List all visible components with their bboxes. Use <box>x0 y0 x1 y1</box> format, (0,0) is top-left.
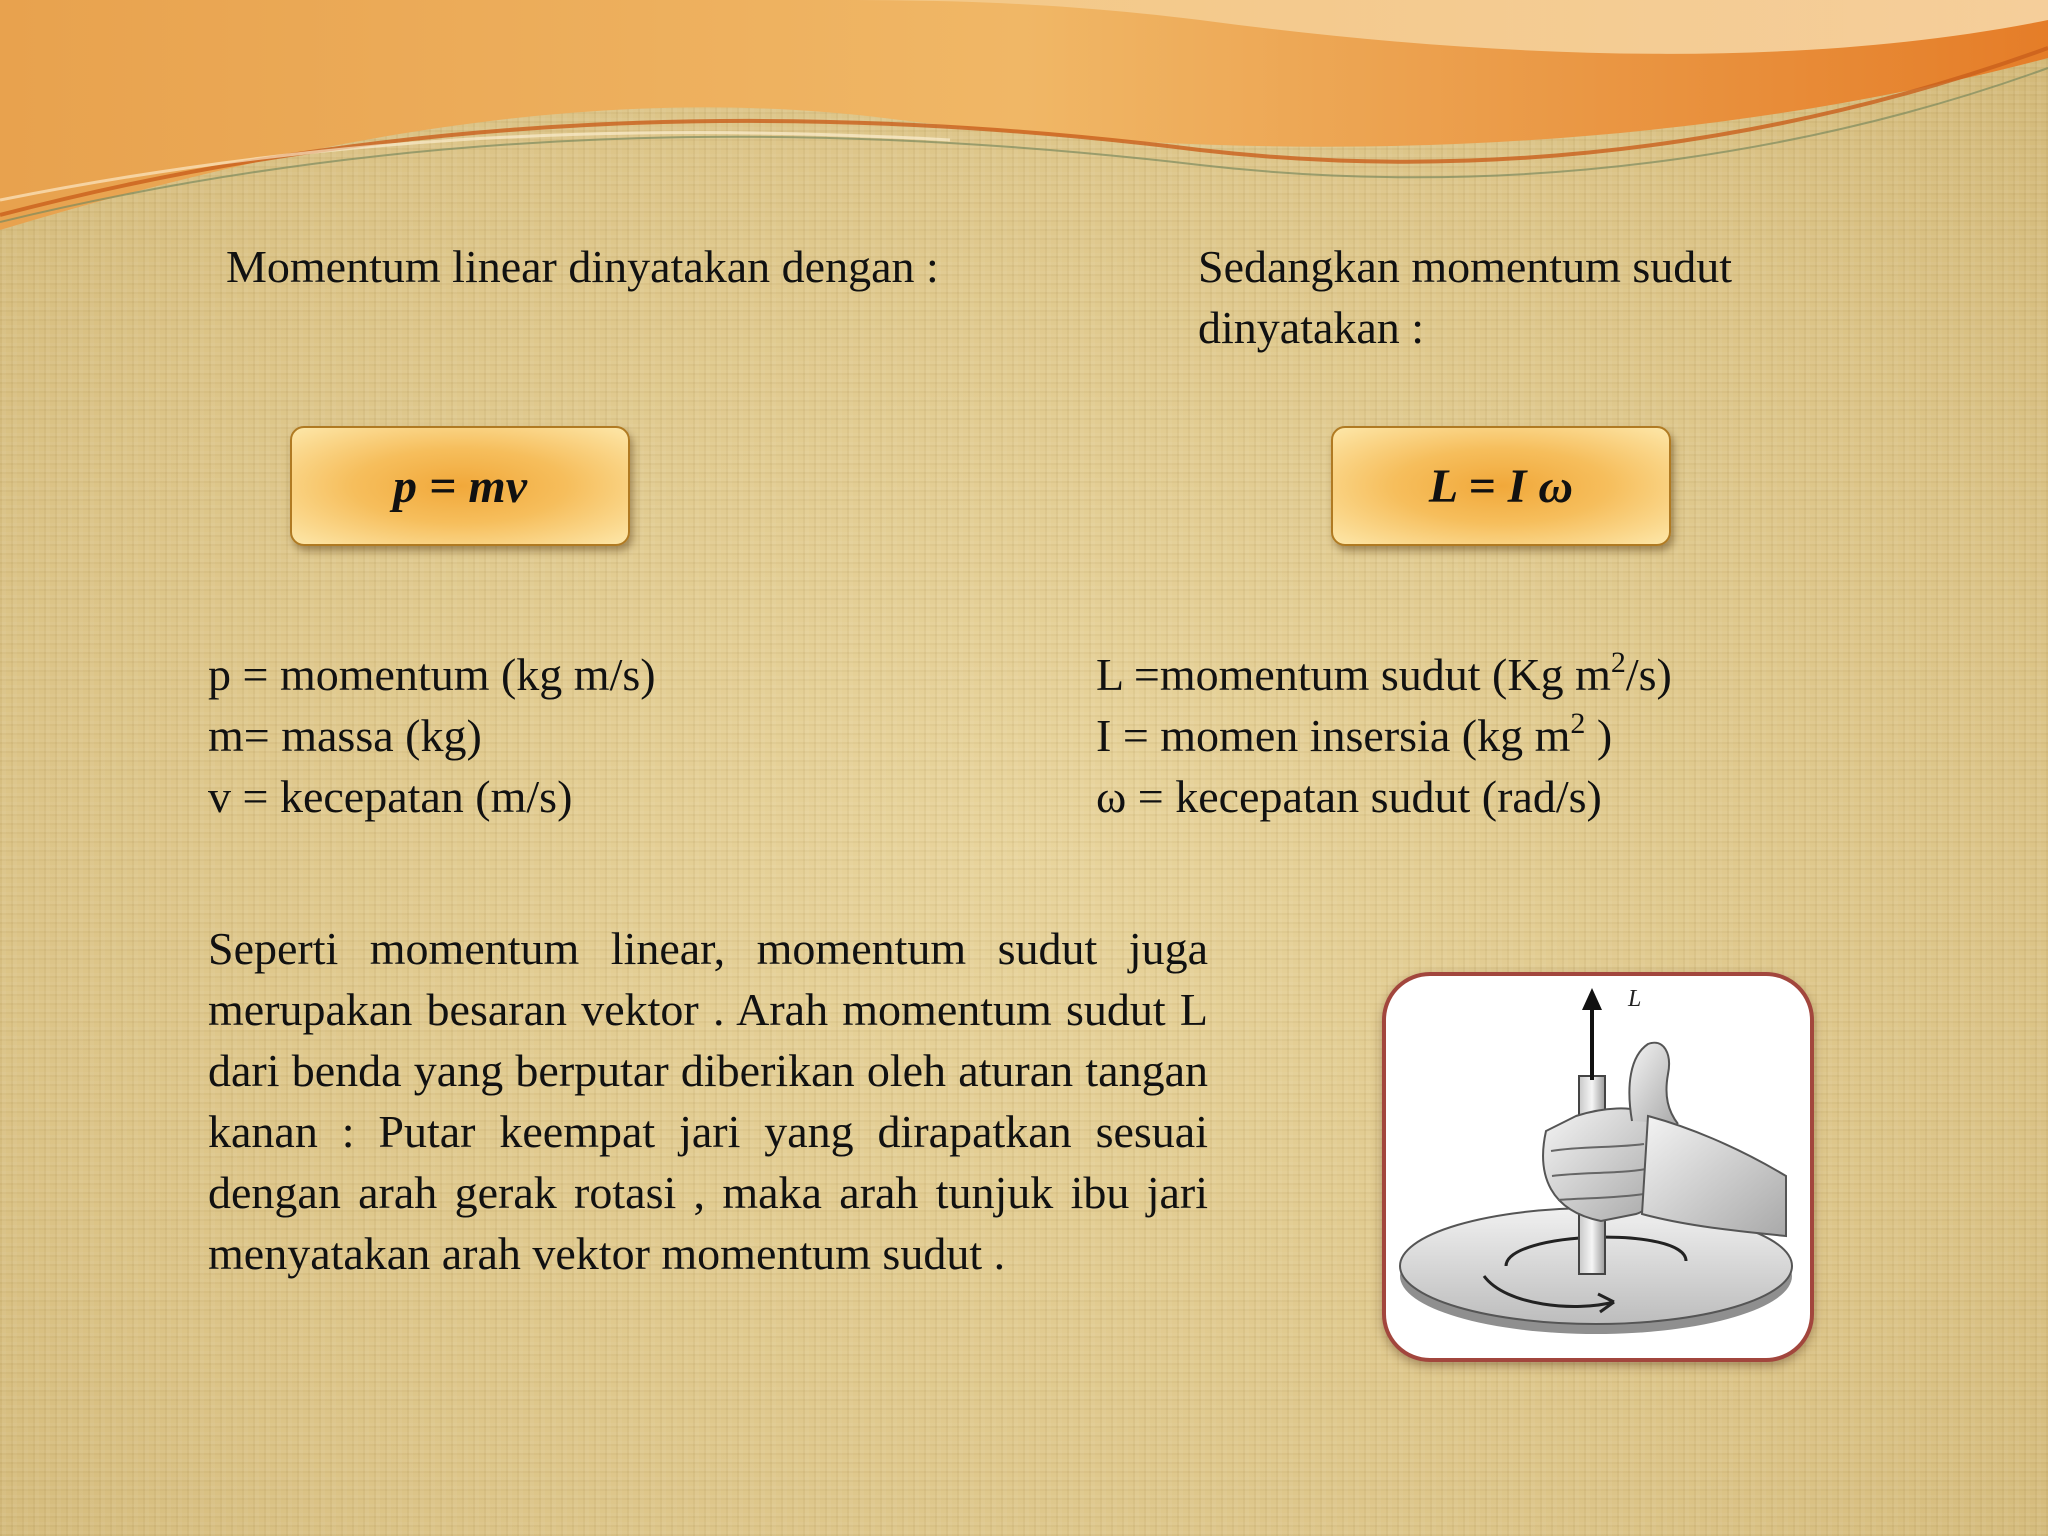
formula-linear-momentum: p = mv <box>290 426 630 546</box>
formula-angular-momentum: L = I ω <box>1331 426 1671 546</box>
definition-velocity: v = kecepatan (m/s) <box>208 771 573 822</box>
figure-label-L: L <box>1628 986 1642 1012</box>
intro-linear-momentum: Momentum linear dinyatakan dengan : <box>226 241 939 292</box>
definition-momentum: p = momentum (kg m/s) <box>208 649 656 700</box>
superscript-squared: 2 <box>1610 646 1626 679</box>
definition-moment-of-inertia-unit-end: ) <box>1585 710 1613 761</box>
definition-moment-of-inertia-text: I = momen insersia (kg m <box>1096 710 1571 761</box>
superscript-squared: 2 <box>1570 707 1586 740</box>
definition-angular-momentum <box>1096 644 1916 705</box>
definition-angular-momentum-unit-end: /s) <box>1625 649 1672 700</box>
decorative-banner <box>0 0 2048 240</box>
definitions-angular <box>1096 644 1916 827</box>
right-hand-rule-icon <box>1386 976 1810 1358</box>
definition-angular-momentum-text: L =momentum sudut (Kg m <box>1096 649 1611 700</box>
intro-angular-momentum: Sedangkan momentum sudut dinyatakan : <box>1198 241 1733 353</box>
definition-angular-velocity: ω = kecepatan sudut (rad/s) <box>1096 771 1602 822</box>
explanation-paragraph: Seperti momentum linear, momentum sudut juga merupakan besaran vektor . Arah momentum sudut L dari benda yang berputar diberikan oleh aturan tangan kanan : Putar keempat jari yang dirapatkan sesuai dengan arah gerak rotasi , maka arah tunjuk ibu jari menyatakan arah vektor momentum sudut . <box>208 923 1208 1279</box>
right-hand-rule-figure <box>1382 972 1814 1362</box>
definition-moment-of-inertia <box>1096 705 1916 766</box>
definition-mass: m= massa (kg) <box>208 710 482 761</box>
definitions-linear <box>208 644 908 827</box>
